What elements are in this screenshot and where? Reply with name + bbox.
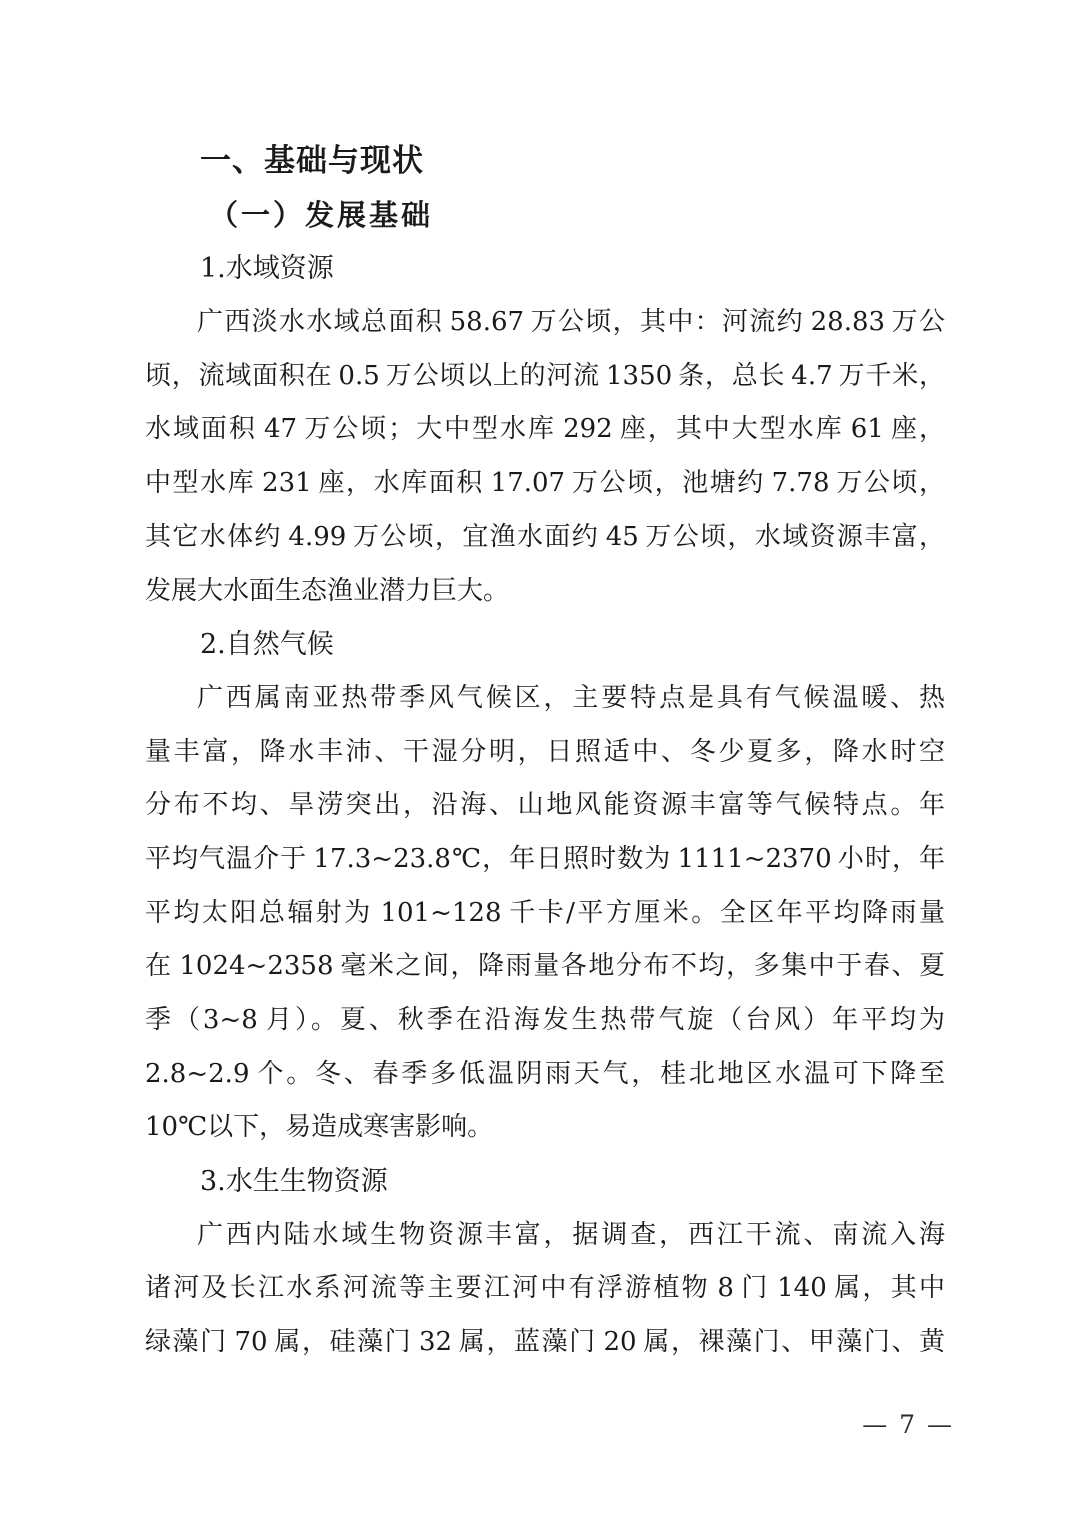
page-number: — 7 — xyxy=(862,1410,954,1439)
body-line: 顷，流域面积在 0.5 万公顷以上的河流 1350 条，总长 4.7 万千米， xyxy=(145,360,945,391)
body-line: 分布不均、旱涝突出，沿海、山地风能资源丰富等气候特点。年 xyxy=(145,790,945,821)
body-line: 其它水体约 4.99 万公顷，宜渔水面约 45 万公顷，水域资源丰富， xyxy=(145,521,945,552)
section-2-heading: 2.自然气候 xyxy=(200,629,334,661)
body-line: 水域面积 47 万公顷；大中型水库 292 座，其中大型水库 61 座， xyxy=(145,414,945,445)
body-line: 广西属南亚热带季风气候区，主要特点是具有气候温暖、热 xyxy=(197,682,945,713)
body-line: 2.8~2.9 个。冬、春季多低温阴雨天气，桂北地区水温可下降至 xyxy=(145,1058,945,1089)
section-3-heading: 3.水生生物资源 xyxy=(200,1166,388,1198)
body-line: 诸河及长江水系河流等主要江河中有浮游植物 8 门 140 属，其中 xyxy=(145,1273,945,1304)
body-line: 在 1024~2358 毫米之间，降雨量各地分布不均，多集中于春、夏 xyxy=(145,951,945,982)
body-line: 季（3~8 月）。夏、秋季在沿海发生热带气旋（台风）年平均为 xyxy=(145,1005,945,1035)
document-body xyxy=(145,135,945,1370)
body-line: 10℃以下，易造成寒害影响。 xyxy=(145,1112,494,1143)
heading-level2: （一）发展基础 xyxy=(209,197,434,232)
body-line: 中型水库 231 座，水库面积 17.07 万公顷，池塘约 7.78 万公顷， xyxy=(145,468,945,499)
body-line: 量丰富，降水丰沛、干湿分明，日照适中、冬少夏多，降水时空 xyxy=(145,736,945,767)
heading-level1: 一、基础与现状 xyxy=(200,143,424,179)
body-line: 绿藻门 70 属，硅藻门 32 属，蓝藻门 20 属，裸藻门、甲藻门、黄 xyxy=(145,1327,945,1358)
body-line: 平均太阳总辐射为 101~128 千卡/平方厘米。全区年平均降雨量 xyxy=(145,897,945,928)
body-line: 发展大水面生态渔业潜力巨大。 xyxy=(145,575,510,606)
body-line: 广西淡水水域总面积 58.67 万公顷，其中：河流约 28.83 万公 xyxy=(197,307,945,338)
body-line: 平均气温介于 17.3~23.8℃，年日照时数为 1111~2370 小时，年 xyxy=(145,843,945,874)
section-1-heading: 1.水域资源 xyxy=(200,253,334,285)
body-line: 广西内陆水域生物资源丰富，据调查，西江干流、南流入海 xyxy=(197,1219,945,1250)
